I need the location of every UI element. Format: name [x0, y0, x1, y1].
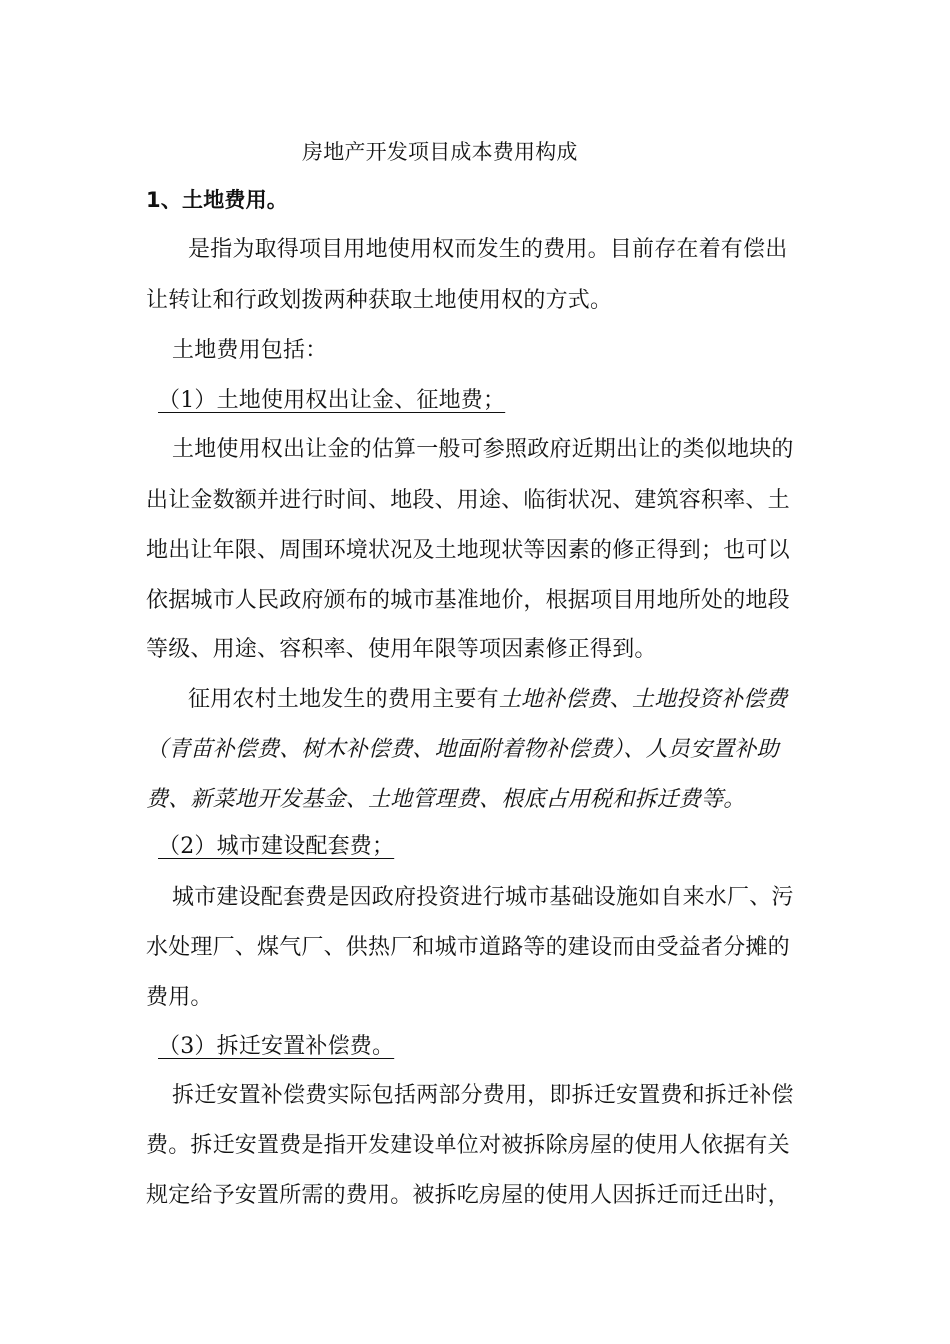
paragraph-line: 让转让和行政划拨两种获取土地使用权的方式。 — [146, 288, 613, 313]
separator: 、 — [609, 687, 633, 712]
italic-term: 土地补偿费 — [498, 687, 610, 712]
paragraph-line: 依据城市人民政府颁布的城市基准地价，根据项目用地所处的地段 — [146, 588, 790, 613]
paragraph-line: 拆迁安置补偿费实际包括两部分费用，即拆迁安置费和拆迁补偿 — [172, 1083, 794, 1108]
plain-text: 征用农村土地发生的费用主要有 — [188, 687, 499, 712]
paragraph-line: 地出让年限、周围环境状况及土地现状等因素的修正得到；也可以 — [146, 538, 790, 563]
paragraph-line: 水处理厂、煤气厂、供热厂和城市道路等的建设而由受益者分摊的 — [146, 935, 790, 960]
document-title: 房地产开发项目成本费用构成 — [302, 140, 578, 164]
includes-label: 土地费用包括： — [172, 338, 328, 363]
paragraph-line: 城市建设配套费是因政府投资进行城市基础设施如自来水厂、污 — [172, 885, 794, 910]
paragraph-line: 出让金数额并进行时间、地段、用途、临街状况、建筑容积率、土 — [146, 488, 790, 513]
section-heading-land-cost: 1、土地费用。 — [146, 188, 289, 212]
italic-term: 土地投资补偿费 — [632, 687, 788, 712]
paragraph-line: 等级、用途、容积率、使用年限等项因素修正得到。 — [146, 637, 657, 662]
paragraph-line: 是指为取得项目用地使用权而发生的费用。目前存在着有偿出 — [188, 237, 788, 262]
paragraph-line: 费用。 — [146, 985, 213, 1010]
paragraph-line-italic: （青苗补偿费、树木补偿费、地面附着物补偿费）、人员安置补助 — [146, 737, 779, 762]
paragraph-line: 规定给予安置所需的费用。被拆吃房屋的使用人因拆迁而迁出时， — [146, 1183, 790, 1208]
subheading-item-1: （1）土地使用权出让金、征地费； — [158, 388, 506, 413]
paragraph-line-mixed — [188, 686, 787, 714]
subheading-item-2: （2）城市建设配套费； — [158, 834, 395, 859]
paragraph-line: 费。拆迁安置费是指开发建设单位对被拆除房屋的使用人依据有关 — [146, 1133, 790, 1158]
paragraph-line: 土地使用权出让金的估算一般可参照政府近期出让的类似地块的 — [172, 437, 794, 462]
paragraph-line-italic: 费、新菜地开发基金、土地管理费、根底占用税和拆迁费等。 — [146, 787, 746, 812]
subheading-item-3: （3）拆迁安置补偿费。 — [158, 1034, 395, 1059]
